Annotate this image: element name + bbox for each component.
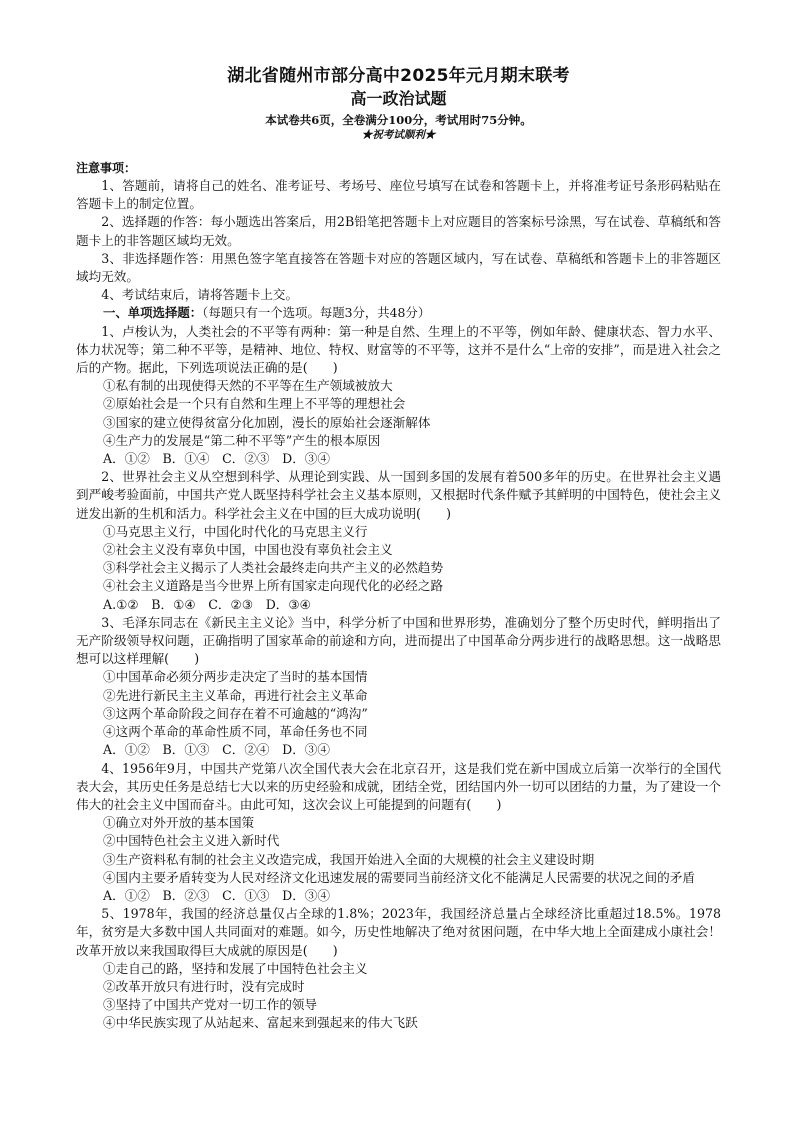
good-luck-banner: ★祝考试顺利★	[361, 129, 436, 141]
question-option: ④中华民族实现了从站起来、富起来到强起来的伟大飞跃	[103, 1015, 418, 1031]
answer-choices: A.①② B．①④ C．②③ D．③④	[103, 596, 311, 612]
question-option: ④这两个革命的革命性质不同，革命任务也不同	[103, 724, 368, 740]
answer-choices: A．①② B．②③ C．①③ D．③④	[103, 887, 330, 903]
exam-title: 湖北省随州市部分高中2025年元月期末联考	[227, 66, 570, 86]
question-stem: 5、1978年，我国的经济总量仅占全球的1.8%；2023年，我国经济总量占全球经济比重超过18.5%。1978年，贫穷是大多数中国人共同面对的难题。如今，历史性地解决了绝对贫困问题，在中华大地上全面建成小康社会！改革开放以来我国取得巨大成就的原因是( )	[76, 906, 721, 958]
question-option: ②先进行新民主主义革命，再进行社会主义革命	[103, 687, 368, 703]
question-option: ④生产力的发展是“第二种不平等”产生的根本原因	[103, 432, 381, 448]
exam-page	[76, 64, 721, 1033]
question-option: ①中国革命必须分两步走决定了当时的基本国情	[103, 669, 368, 685]
section-title: 一、单项选择题：	[103, 305, 203, 321]
exam-info: 本试卷共6页，全卷满分100分，考试用时75分钟。	[265, 113, 532, 127]
question-option: ②中国特色社会主义进入新时代	[103, 833, 280, 849]
question-option: ①私有制的出现使得天然的不平等在生产领域被放大	[103, 378, 393, 394]
answer-choices: A．①② B．①④ C．②③ D．③④	[103, 451, 330, 467]
question-option: ②社会主义没有辜负中国，中国也没有辜负社会主义	[103, 542, 393, 558]
notice-item: 1、答题前，请将自己的姓名、准考证号、考场号、座位号填写在试卷和答题卡上，并将准考证号条形码粘贴在答题卡上的制定位置。	[76, 178, 721, 212]
question-option: ③国家的建立使得贫富分化加剧，漫长的原始社会逐渐解体	[103, 414, 431, 430]
question-option: ②改革开放只有进行时，没有完成时	[103, 978, 305, 994]
question-option: ①确立对外开放的基本国策	[103, 815, 255, 831]
question-option: ①马克思主义行，中国化时代化的马克思主义行	[103, 523, 368, 539]
notice-item: 3、非选择题作答：用黑色签字笔直接答在答题卡对应的答题区域内，写在试卷、草稿纸和答题卡上的非答题区域均无效。	[76, 250, 721, 285]
notice-item: 4、考试结束后，请将答题卡上交。	[101, 287, 299, 303]
question-option: ③生产资料私有制的社会主义改造完成，我国开始进入全面的大规模的社会主义建设时期	[103, 851, 595, 867]
question-stem: 1、卢梭认为，人类社会的不平等有两种：第一种是自然、生理上的不平等，例如年龄、健康状态、智力水平、体力状况等；第二种不平等，是精神、地位、特权、财富等的不平等，这并不是什么“上帝的安排”，而是进入社会之后的产物。据此，下列选项说法正确的是( )	[76, 323, 721, 376]
question-option: ②原始社会是一个只有自然和生理上不平等的理想社会	[103, 396, 406, 412]
question-stem: 4、1956年9月，中国共产党第八次全国代表大会在北京召开，这是我们党在新中国成立后第一次举行的全国代表大会，其历史任务是总结七大以来的历史经验和成就，团结全党，团结国内外一切可以团结的力量，为了建设一个伟大的社会主义中国而奋斗。由此可知，这次会议上可能提到的问题有( )	[76, 760, 721, 812]
question-option: ①走自己的路，坚持和发展了中国特色社会主义	[103, 960, 368, 976]
notice-heading: 注意事项：	[76, 161, 137, 175]
answer-choices: A．①② B．①③ C．②④ D．③④	[103, 742, 330, 758]
question-stem: 3、毛泽东同志在《新民主主义论》当中，科学分析了中国和世界形势，准确划分了整个历史时代，鲜明指出了无产阶级领导权问题，正确指明了国家革命的前途和方向，进而提出了中国革命分两步进行的战略思想。这一战略思想可以这样理解( )	[76, 614, 721, 667]
exam-subtitle: 高一政治试题	[350, 89, 447, 108]
question-option: ③科学社会主义揭示了人类社会最终走向共产主义的必然趋势	[103, 560, 444, 576]
question-option: ④社会主义道路是当今世界上所有国家走向现代化的必经之路	[103, 578, 444, 594]
section-heading	[76, 304, 721, 322]
section-note: （每题只有一个选项。每题3分，共48分）	[202, 305, 431, 321]
question-option: ④国内主要矛盾转变为人民对经济文化迅速发展的需要同当前经济文化不能满足人民需要的状况之间的矛盾	[103, 869, 695, 885]
notice-item: 2、选择题的作答：每小题选出答案后，用2B铅笔把答题卡上对应题目的答案标号涂黑，写在试卷、草稿纸和答题卡上的非答题区域均无效。	[76, 214, 721, 248]
question-stem: 2、世界社会主义从空想到科学、从理论到实践、从一国到多国的发展有着500多年的历史。在世界社会主义遇到严峻考验面前，中国共产党人既坚持科学社会主义基本原则，又根据时代条件赋予其鲜明的中国特色，使社会主义迸发出新的生机和活力。科学社会主义在中国的巨大成功说明( )	[76, 469, 721, 521]
question-option: ③这两个革命阶段之间存在着不可逾越的“鸿沟”	[103, 705, 368, 721]
question-option: ③坚持了中国共产党对一切工作的领导	[103, 997, 318, 1013]
